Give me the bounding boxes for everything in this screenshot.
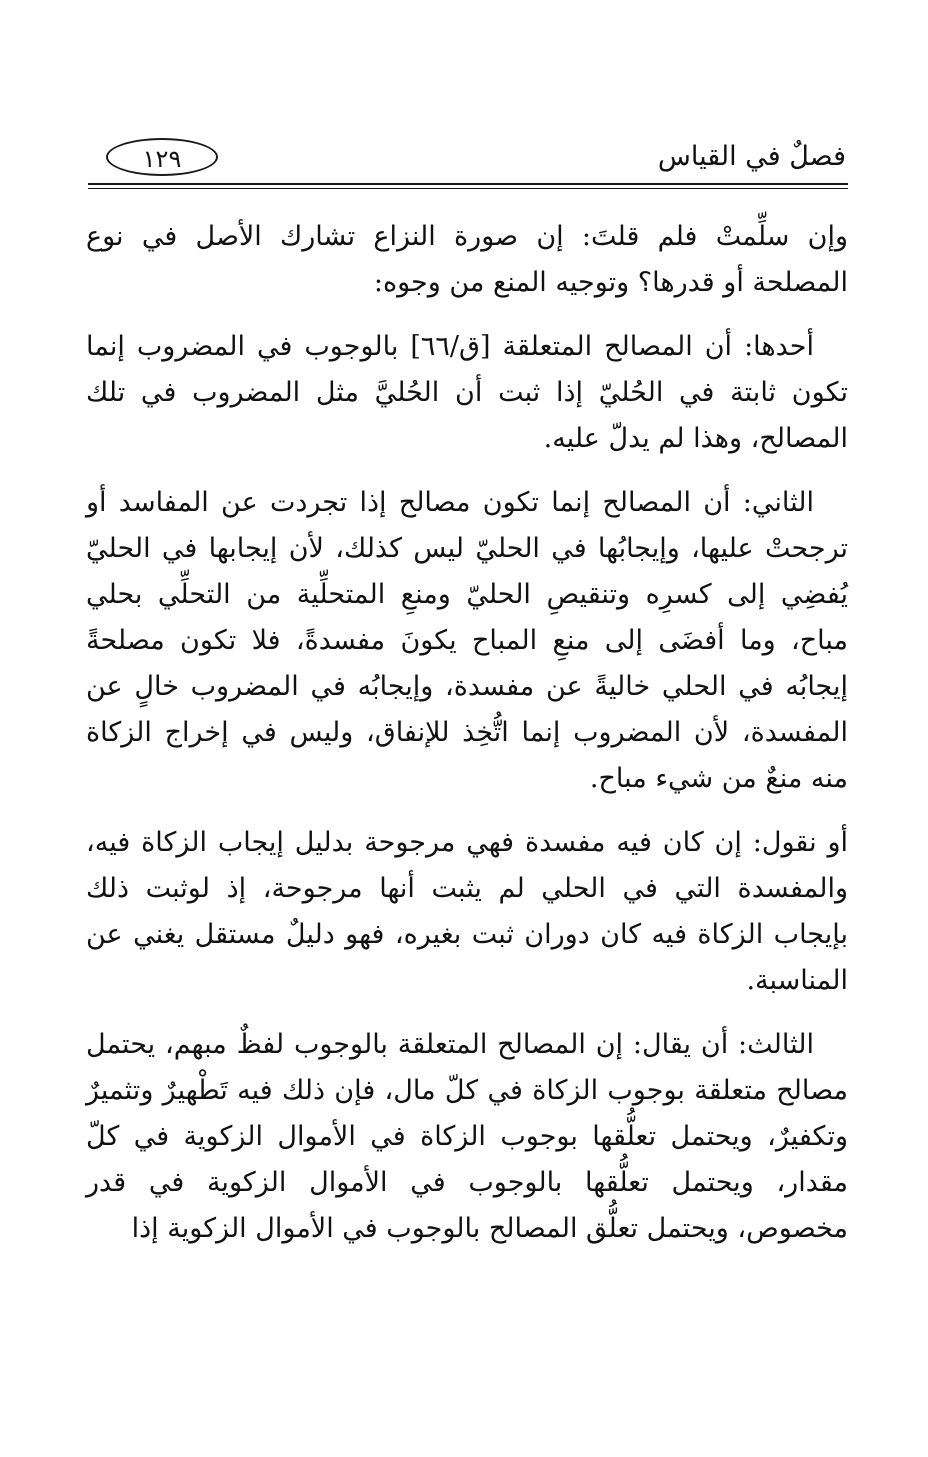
page-header — [88, 128, 846, 184]
paragraph-second-aspect: الثاني: أن المصالح إنما تكون مصالح إذا تجردت عن المفاسد أو ترجحتْ عليها، وإيجابُها في الحليّ ليس كذلك، لأن إيجابها في الحليّ يُفضِي إلى كسرِه وتنقيصِ الحليّ ومنعِ المتحلِّية من التحلِّي بحلي مباح، وما أفضَى إلى منعِ المباح يكونَ مفسدةً، فلا تكون مصلحةً إيجابُه في الحلي خاليةً عن مفسدة، وإيجابُه في المضروب خالٍ عن المفسدة، لأن المضروب إنما اتُّخِذ للإنفاق، وليس في إخراج الزكاة منه منعٌ من شيء مباح. — [86, 487, 848, 794]
paragraph-third-aspect: الثالث: أن يقال: إن المصالح المتعلقة بالوجوب لفظٌ مبهم، يحتمل مصالح متعلقة بوجوب الزكاة في كلّ مال، فإن ذلك فيه تَطْهيرٌ وتثميرٌ وتكفيرٌ، ويحتمل تعلُّقها بوجوب الزكاة في الأموال الزكوية في كلّ مقدار، ويحتمل تعلُّقها بالوجوب في الأموال الزكوية في قدر مخصوص، ويحتمل تعلُّق المصالح بالوجوب في الأموال الزكوية إذا — [86, 1029, 848, 1244]
page-number-badge: ١٢٩ — [106, 138, 218, 176]
chapter-title: فصلٌ في القياس — [657, 141, 846, 172]
header-rule-thick — [88, 183, 848, 185]
main-text — [86, 214, 848, 1270]
header-rule-thin — [88, 188, 848, 189]
paragraph-alternative-argument: أو نقول: إن كان فيه مفسدة فهي مرجوحة بدليل إيجاب الزكاة فيه، والمفسدة التي في الحلي لم يثبت أنها مرجوحة، إذ لوثبت ذلك بإيجاب الزكاة فيه كان دوران ثبت بغيره، فهو دليلٌ مستقل يغني عن المناسبة. — [86, 827, 848, 996]
paragraph-first-aspect: أحدها: أن المصالح المتعلقة [ق/٦٦] بالوجوب في المضروب إنما تكون ثابتة في الحُليّ إذا ثبت أن الحُليَّ مثل المضروب في تلك المصالح، وهذا لم يدلّ عليه. — [86, 331, 848, 454]
paragraph-objection-intro: وإن سلِّمتْ فلم قلتَ: إن صورة النزاع تشارك الأصل في نوع المصلحة أو قدرها؟ وتوجيه المنع من وجوه: — [86, 221, 848, 298]
